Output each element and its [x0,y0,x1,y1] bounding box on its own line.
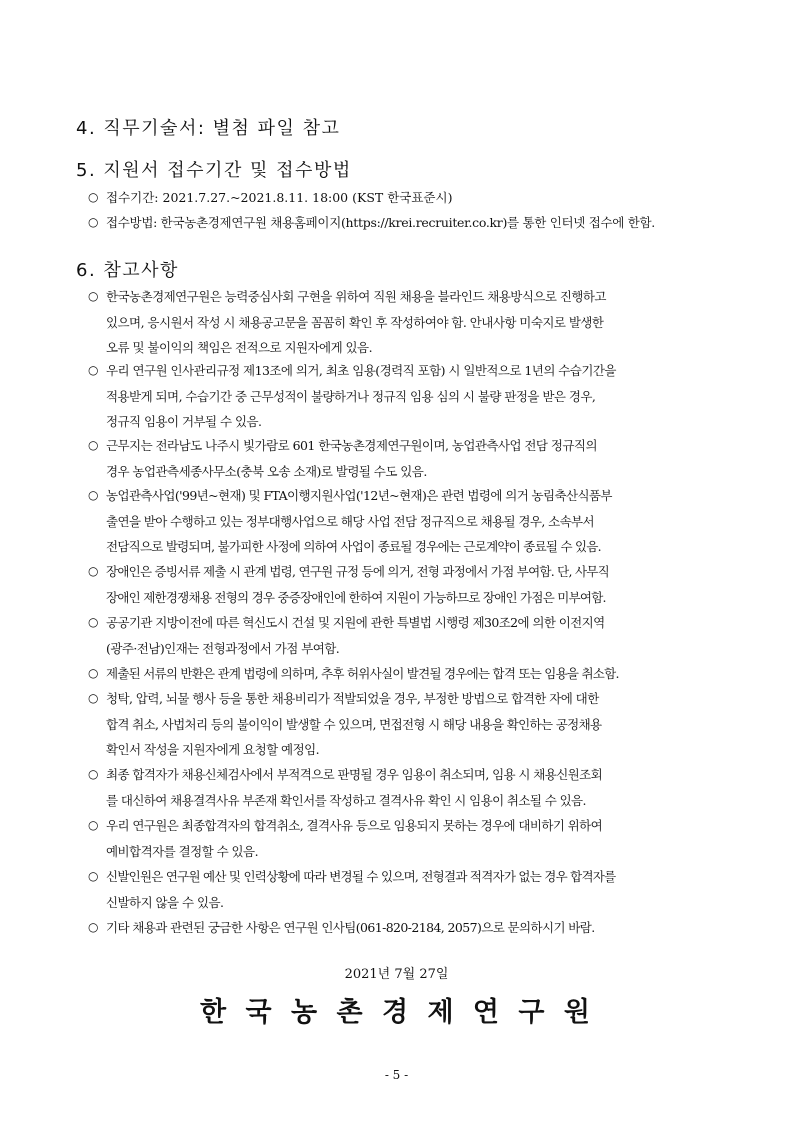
list-item-line: 청탁, 압력, 뇌물 행사 등을 통한 채용비리가 적발되었을 경우, 부정한 방법으로 합격한 자에 대한 [106,691,599,706]
bullet-icon: ○ [88,691,99,705]
list-item-line: 정규직 임용이 거부될 수 있음. [106,414,262,429]
list-item-line: 최종 합격자가 채용신체검사에서 부적격으로 판명될 경우 임용이 취소되며, 임용 시 채용신원조회 [106,767,603,782]
list-item-line: 제출된 서류의 반환은 관계 법령에 의하며, 추후 허위사실이 발견될 경우에는 합격 또는 임용을 취소함. [106,666,619,681]
bullet-icon: ○ [88,869,99,883]
list-item-line: 장애인은 증빙서류 제출 시 관계 법령, 연구원 규정 등에 의거, 전형 과정에서 가점 부여함. 단, 사무직 [106,564,609,579]
list-item-line: 공공기관 지방이전에 따른 혁신도시 건설 및 지원에 관한 특별법 시행령 제30조2에 의한 이전지역 [106,615,605,630]
bullet-icon: ○ [88,920,99,934]
list-item-line: 기타 채용과 관련된 궁금한 사항은 연구원 인사팀(061-820-2184, 2057)으로 문의하시기 바람. [106,920,595,935]
list-item-line: 출연을 받아 수행하고 있는 정부대행사업으로 해당 사업 전담 정규직으로 채용될 경우, 소속부서 [106,514,595,529]
section-6-title: 6. 참고사항 [76,260,179,281]
list-item-line: 예비합격자를 결정할 수 있음. [106,844,258,859]
list-item-line: 장애인 제한경쟁채용 전형의 경우 중증장애인에 한하여 지원이 가능하므로 장애인 가점은 미부여함. [106,590,606,605]
bullet-icon: ○ [88,564,99,578]
list-item-line: 경우 농업관측세종사무소(충북 오송 소재)로 발령될 수도 있음. [106,464,427,479]
list-item-line: 한국농촌경제연구원은 능력중심사회 구현을 위하여 직원 채용을 블라인드 채용방식으로 진행하고 [106,289,606,304]
bullet-icon: ○ [88,767,99,781]
list-item-line: 신발하지 않을 수 있음. [106,895,224,910]
bullet-icon: ○ [88,438,99,452]
bullet-icon: ○ [88,818,99,832]
list-item-line: 근무지는 전라남도 나주시 빛가람로 601 한국농촌경제연구원이며, 농업관측사업 전담 정규직의 [106,438,597,453]
section-4-title: 4. 직무기술서: 별첨 파일 참고 [76,118,341,139]
list-item-line: 를 대신하여 채용결격사유 부존재 확인서를 작성하고 결격사유 확인 시 임용이 취소될 수 있음. [106,793,586,808]
bullet-icon: ○ [88,488,99,502]
list-item: 접수기간: 2021.7.27.~2021.8.11. 18:00 (KST 한국표준시) [106,190,453,205]
list-item-line: 우리 연구원은 최종합격자의 합격취소, 결격사유 등으로 임용되지 못하는 경우에 대비하기 위하여 [106,818,603,833]
list-item-line: 오류 및 불이익의 책임은 전적으로 지원자에게 있음. [106,340,372,355]
document-date: 2021년 7월 27일 [344,967,449,982]
list-item-line: 적용받게 되며, 수습기간 중 근무성적이 불량하거나 정규직 임용 심의 시 불량 판정을 받은 경우, [106,389,596,404]
list-item-line: 확인서 작성을 지원자에게 요청할 예정임. [106,742,320,757]
list-item-line: 우리 연구원 인사관리규정 제13조에 의거, 최초 임용(경력직 포함) 시 일반적으로 1년의 수습기간을 [106,363,616,378]
bullet-icon: ○ [88,215,99,229]
organization-name: 한 국 농 촌 경 제 연 구 원 [200,997,593,1028]
list-item: 접수방법: 한국농촌경제연구원 채용홈페이지(https://krei.recruiter.co.kr)를 통한 인터넷 접수에 한함. [106,215,655,230]
bullet-icon: ○ [88,190,99,204]
bullet-icon: ○ [88,289,99,303]
list-item-line: (광주·전남)인재는 전형과정에서 가점 부여함. [106,641,340,656]
list-item-line: 있으며, 응시원서 작성 시 채용공고문을 꼼꼼히 확인 후 작성하여야 함. 안내사항 미숙지로 발생한 [106,315,604,330]
list-item-line: 전담직으로 발령되며, 불가피한 사정에 의하여 사업이 종료될 경우에는 근로계약이 종료될 수 있음. [106,539,601,554]
bullet-icon: ○ [88,363,99,377]
list-item-line: 신발인원은 연구원 예산 및 인력상황에 따라 변경될 수 있으며, 전형결과 적격자가 없는 경우 합격자를 [106,869,616,884]
list-item-line: 농업관측사업('99년~현재) 및 FTA이행지원사업('12년~현재)은 관련 법령에 의거 농림축산식품부 [106,488,612,503]
list-item-line: 합격 취소, 사법처리 등의 불이익이 발생할 수 있으며, 면접전형 시 해당 내용을 확인하는 공정채용 [106,717,602,732]
bullet-icon: ○ [88,666,99,680]
bullet-icon: ○ [88,615,99,629]
page-number: - 5 - [384,1068,409,1082]
section-5-title: 5. 지원서 접수기간 및 접수방법 [76,160,352,181]
